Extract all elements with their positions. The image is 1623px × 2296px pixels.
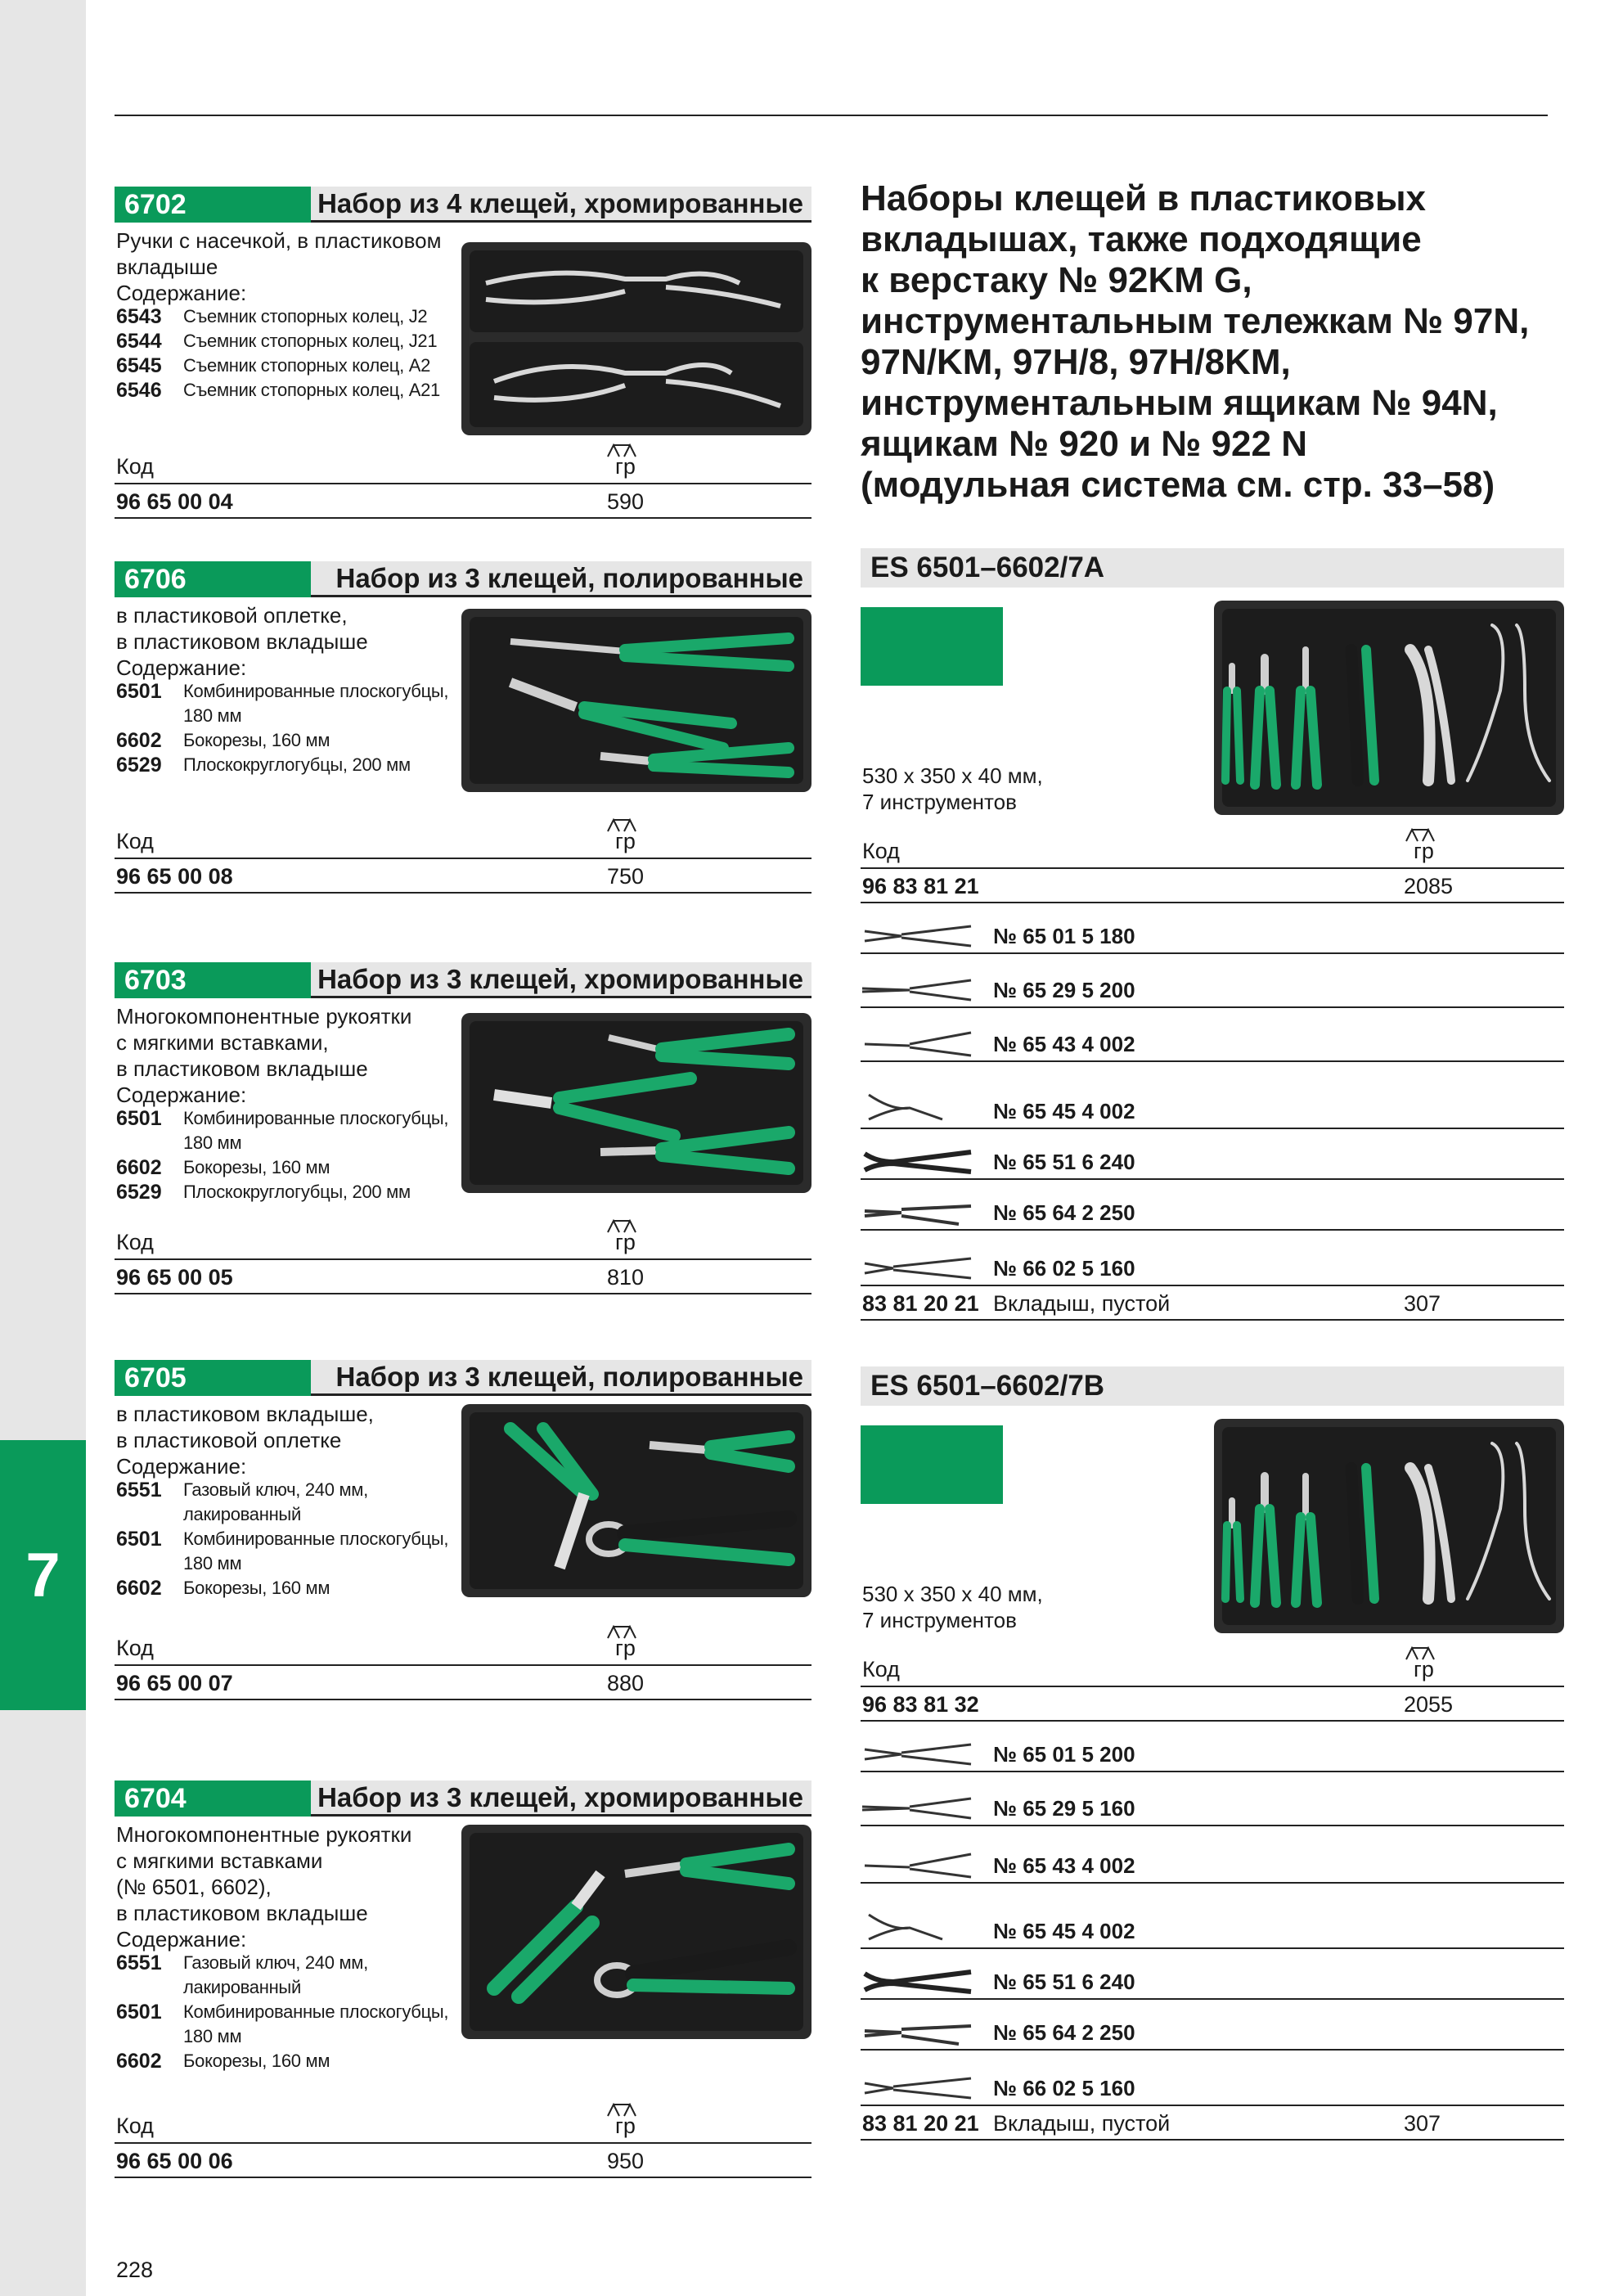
- tray-image: [1214, 1419, 1564, 1633]
- code-label: Код: [116, 1636, 154, 1660]
- weight-unit: гр: [1414, 1657, 1434, 1681]
- circlip-pliers-tray-icon: [461, 242, 812, 435]
- intro-line: ящикам № 920 и № 922 N: [861, 424, 1307, 464]
- tool-row: [861, 954, 1564, 1008]
- desc-line: в пластиковом вкладыше,: [116, 1402, 374, 1426]
- circlip-pliers-outer-icon: [861, 1087, 983, 1128]
- contents-list: [116, 1951, 476, 2073]
- desc-line: в пластиковом вкладыше: [116, 1056, 368, 1081]
- set-6703: [115, 962, 812, 1290]
- content-item: [116, 2000, 476, 2024]
- desc-line: в пластиковой оплетке: [116, 1428, 342, 1452]
- item-number: 6602: [116, 1577, 162, 1600]
- insert-row: [861, 2106, 1564, 2141]
- content-item: [116, 1527, 476, 1551]
- set-description: [116, 1003, 460, 1108]
- order-number: 96 65 00 05: [116, 1265, 233, 1290]
- order-meta: [861, 1641, 1564, 1722]
- contents-list: [116, 304, 476, 403]
- item-number: 6501: [116, 1107, 162, 1130]
- content-item-cont: [116, 2024, 476, 2049]
- tool-label: № 65 01 5 200: [993, 1742, 1135, 1767]
- tool-label: № 65 43 4 002: [993, 1032, 1135, 1056]
- content-item: [116, 728, 476, 753]
- set-code: 6705: [115, 1360, 311, 1396]
- round-nose-pliers-icon: [861, 974, 983, 1006]
- set-6704: [115, 1781, 812, 2173]
- item-number: 6545: [116, 354, 162, 377]
- tool-row: [861, 1231, 1564, 1286]
- weight-unit: гр: [615, 829, 636, 853]
- set-header: [115, 962, 812, 998]
- item-number: 6529: [116, 1181, 162, 1204]
- left-margin-bar: [0, 0, 86, 2296]
- order-number: 96 83 81 32: [862, 1692, 979, 1717]
- insert-weight: 307: [1404, 1291, 1441, 1316]
- weight-value: 810: [607, 1265, 645, 1290]
- order-meta: [115, 1219, 812, 1294]
- item-name: Комбинированные плоскогубцы,: [183, 1528, 449, 1549]
- desc-line: Многокомпонентные рукоятки: [116, 1822, 412, 1847]
- meta-labels: [115, 1219, 812, 1260]
- intro-line: инструментальным тележкам № 97N,: [861, 301, 1530, 341]
- color-swatch: [861, 1425, 1003, 1504]
- set-6705: [115, 1360, 812, 1695]
- set-title: Набор из 3 клещей, полированные: [311, 561, 812, 597]
- tool-label: № 65 64 2 250: [993, 1200, 1135, 1225]
- page-number: 228: [116, 2258, 154, 2282]
- order-number: 96 65 00 04: [116, 489, 233, 514]
- code-label: Код: [862, 839, 900, 863]
- pliers-tray-icon: [461, 1825, 812, 2039]
- circlip-pliers-outer-icon: [861, 1907, 983, 1947]
- desc-line: Содержание:: [116, 1083, 247, 1107]
- pliers-tray-7-icon: [1214, 1419, 1564, 1633]
- es-set-7a: [861, 548, 1564, 1316]
- set-code: 6706: [115, 561, 311, 597]
- meta-values: [115, 1260, 812, 1294]
- tool-row: [861, 1949, 1564, 2000]
- set-description: [116, 227, 460, 306]
- set-body: [115, 597, 812, 851]
- content-item-cont: [116, 704, 476, 728]
- es-title: ES 6501–6602/7A: [861, 548, 1564, 588]
- item-name: Комбинированные плоскогубцы,: [183, 681, 449, 701]
- code-label: Код: [116, 2114, 154, 2138]
- desc-line: (№ 6501, 6602),: [116, 1875, 272, 1899]
- set-header: [115, 1781, 812, 1817]
- meta-values: [115, 1666, 812, 1700]
- content-item: [116, 1478, 476, 1502]
- item-name-cont: 180 мм: [183, 2026, 242, 2046]
- meta-labels: [115, 1625, 812, 1666]
- item-name: Съемник стопорных колец, A21: [183, 380, 440, 400]
- item-name: Плоскокруглогубцы, 200 мм: [183, 1182, 411, 1202]
- weight-value: 2055: [1404, 1692, 1454, 1717]
- pliers-tray-7-icon: [1214, 601, 1564, 815]
- side-cutter-icon: [861, 1252, 983, 1285]
- order-number: 96 65 00 08: [116, 864, 233, 889]
- circlip-pliers-icon: [861, 1028, 983, 1060]
- weight-unit: гр: [615, 454, 636, 479]
- desc-line: Содержание:: [116, 281, 247, 305]
- contents-list: [116, 679, 476, 777]
- weight-value: 880: [607, 1671, 645, 1695]
- item-name-cont: 180 мм: [183, 705, 242, 726]
- meta-values: [861, 869, 1564, 903]
- intro-line: Наборы клещей в пластиковых: [861, 178, 1427, 218]
- set-code: 6702: [115, 187, 311, 223]
- tool-row: [861, 2051, 1564, 2106]
- meta-labels: [115, 443, 812, 484]
- set-code: 6703: [115, 962, 311, 998]
- dims-line: 7 инструментов: [862, 790, 1017, 814]
- set-body: [115, 998, 812, 1252]
- tool-label: № 65 29 5 200: [993, 978, 1135, 1002]
- item-number: 6501: [116, 680, 162, 703]
- item-number: 6501: [116, 1528, 162, 1551]
- tool-label: № 65 45 4 002: [993, 1919, 1135, 1943]
- set-header: [115, 561, 812, 597]
- tray-image: [461, 609, 812, 792]
- item-number: 6551: [116, 1479, 162, 1501]
- desc-line: с мягкими вставками: [116, 1848, 323, 1873]
- content-item: [116, 329, 476, 353]
- item-name: Плоскокруглогубцы, 200 мм: [183, 754, 411, 775]
- intro-line: к верстаку № 92KM G,: [861, 260, 1252, 300]
- set-body: [115, 1817, 812, 2127]
- content-item: [116, 1106, 476, 1131]
- item-name: Съемник стопорных колец, A2: [183, 355, 431, 376]
- meta-values: [861, 1687, 1564, 1722]
- dims-line: 530 x 350 x 40 мм,: [862, 763, 1043, 788]
- tool-list: [861, 1718, 1564, 2141]
- tool-label: № 65 51 6 240: [993, 1150, 1135, 1174]
- item-number: 6602: [116, 1156, 162, 1179]
- insert-code: 83 81 20 21: [862, 1291, 979, 1316]
- top-rule: [115, 115, 1548, 116]
- insert-name: Вкладыш, пустой: [993, 2111, 1171, 2136]
- tool-row: [861, 1008, 1564, 1062]
- chapter-tab: [0, 1440, 86, 1710]
- item-name: Съемник стопорных колец, J21: [183, 331, 438, 351]
- item-name: Съемник стопорных колец, J2: [183, 306, 428, 326]
- code-label: Код: [116, 829, 154, 853]
- set-body: [115, 223, 812, 476]
- tool-row: [861, 1062, 1564, 1129]
- weight-unit: гр: [615, 1636, 636, 1660]
- es-title: ES 6501–6602/7B: [861, 1366, 1564, 1406]
- tray-image: [1214, 601, 1564, 815]
- code-label: Код: [862, 1657, 900, 1681]
- chapter-number: 7: [25, 1540, 61, 1610]
- tray-image: [461, 242, 812, 435]
- circlip-pliers-icon: [861, 1849, 983, 1882]
- set-description: [116, 1821, 460, 1952]
- tray-image: [461, 1404, 812, 1597]
- content-item-cont: [116, 1551, 476, 1576]
- dims-line: 530 x 350 x 40 мм,: [862, 1582, 1043, 1606]
- es-set-7b: [861, 1366, 1564, 2136]
- item-name: Бокорезы, 160 мм: [183, 1578, 330, 1598]
- tray-image: [461, 1013, 812, 1193]
- locking-pliers-icon: [861, 1196, 983, 1229]
- intro-line: вкладышах, также подходящие: [861, 219, 1422, 259]
- set-title: Набор из 3 клещей, хромированные: [311, 1781, 812, 1817]
- locking-pliers-icon: [861, 2016, 983, 2049]
- item-name: Бокорезы, 160 мм: [183, 730, 330, 750]
- content-item-cont: [116, 1975, 476, 2000]
- set-code: 6704: [115, 1781, 311, 1817]
- content-item: [116, 2049, 476, 2073]
- content-item: [116, 378, 476, 403]
- tool-row: [861, 1772, 1564, 1826]
- item-name: Комбинированные плоскогубцы,: [183, 1108, 449, 1128]
- tray-image: [461, 1825, 812, 2039]
- tool-row: [861, 900, 1564, 954]
- content-item: [116, 679, 476, 704]
- item-name-cont: лакированный: [183, 1504, 301, 1524]
- weight-unit: гр: [1414, 839, 1434, 863]
- intro-line: 97N/KM, 97H/8, 97H/8KM,: [861, 342, 1291, 382]
- code-label: Код: [116, 454, 154, 479]
- tool-list: [861, 900, 1564, 1321]
- meta-labels: [115, 2103, 812, 2144]
- tool-row: [861, 1718, 1564, 1772]
- weight-value: 2085: [1404, 874, 1454, 898]
- item-name-cont: 180 мм: [183, 1132, 242, 1153]
- tool-row: [861, 1129, 1564, 1180]
- item-number: 6602: [116, 729, 162, 752]
- desc-line: Содержание:: [116, 1454, 247, 1479]
- content-item: [116, 1155, 476, 1180]
- tool-label: № 65 64 2 250: [993, 2020, 1135, 2045]
- meta-labels: [115, 818, 812, 859]
- content-item: [116, 1576, 476, 1600]
- set-body: [115, 1396, 812, 1650]
- desc-line: в пластиковой оплетке,: [116, 603, 348, 628]
- item-name: Газовый ключ, 240 мм,: [183, 1479, 368, 1500]
- meta-values: [115, 859, 812, 894]
- order-meta: [115, 443, 812, 519]
- order-meta: [115, 1625, 812, 1700]
- order-meta: [115, 818, 812, 894]
- item-name: Газовый ключ, 240 мм,: [183, 1952, 368, 1973]
- item-number: 6551: [116, 1952, 162, 1974]
- set-6706: [115, 561, 812, 889]
- item-name: Бокорезы, 160 мм: [183, 1157, 330, 1177]
- tool-row: [861, 1180, 1564, 1231]
- content-item: [116, 1951, 476, 1975]
- order-number: 96 65 00 06: [116, 2149, 233, 2173]
- water-pump-pliers-icon: [861, 1965, 983, 1998]
- content-item-cont: [116, 1131, 476, 1155]
- desc-line: Ручки с насечкой, в пластиковом: [116, 228, 442, 253]
- desc-line: в пластиковом вкладыше: [116, 629, 368, 654]
- dimensions: [862, 763, 1043, 815]
- round-nose-pliers-icon: [861, 1792, 983, 1825]
- set-description: [116, 602, 460, 681]
- order-meta: [861, 823, 1564, 903]
- order-number: 96 65 00 07: [116, 1671, 233, 1695]
- insert-weight: 307: [1404, 2111, 1441, 2136]
- intro-heading: [861, 178, 1580, 506]
- contents-list: [116, 1106, 476, 1204]
- desc-line: в пластиковом вкладыше: [116, 1901, 368, 1925]
- set-description: [116, 1401, 460, 1479]
- content-item: [116, 353, 476, 378]
- contents-list: [116, 1478, 476, 1600]
- insert-row: [861, 1286, 1564, 1321]
- tool-label: № 66 02 5 160: [993, 1256, 1135, 1281]
- tool-label: № 66 02 5 160: [993, 2076, 1135, 2100]
- weight-unit: гр: [615, 1230, 636, 1254]
- item-number: 6501: [116, 2001, 162, 2024]
- order-number: 96 83 81 21: [862, 874, 979, 898]
- tool-label: № 65 51 6 240: [993, 1970, 1135, 1994]
- pliers-tray-icon: [461, 1404, 812, 1597]
- set-title: Набор из 3 клещей, полированные: [311, 1360, 812, 1396]
- content-item-cont: [116, 1502, 476, 1527]
- desc-line: вкладыше: [116, 254, 218, 279]
- set-6702: [115, 187, 812, 514]
- item-number: 6544: [116, 330, 162, 353]
- combination-pliers-icon: [861, 920, 983, 952]
- insert-name: Вкладыш, пустой: [993, 1291, 1171, 1316]
- water-pump-pliers-icon: [861, 1146, 983, 1178]
- insert-code: 83 81 20 21: [862, 2111, 979, 2136]
- item-name: Бокорезы, 160 мм: [183, 2051, 330, 2071]
- intro-line: инструментальным ящикам № 94N,: [861, 383, 1498, 423]
- dims-line: 7 инструментов: [862, 1608, 1017, 1632]
- color-swatch: [861, 607, 1003, 686]
- dimensions: [862, 1581, 1043, 1633]
- tool-row: [861, 1826, 1564, 1884]
- tool-label: № 65 43 4 002: [993, 1853, 1135, 1878]
- intro-line: (модульная система см. стр. 33–58): [861, 465, 1495, 505]
- combination-pliers-icon: [861, 1738, 983, 1771]
- tool-label: № 65 01 5 180: [993, 924, 1135, 948]
- content-item: [116, 304, 476, 329]
- weight-unit: гр: [615, 2114, 636, 2138]
- side-cutter-icon: [861, 2072, 983, 2105]
- meta-labels: [861, 1641, 1564, 1687]
- content-item: [116, 753, 476, 777]
- tool-label: № 65 45 4 002: [993, 1099, 1135, 1123]
- pliers-tray-icon: [461, 1013, 812, 1193]
- tool-row: [861, 2000, 1564, 2051]
- set-header: [115, 187, 812, 223]
- tool-row: [861, 1884, 1564, 1949]
- set-title: Набор из 4 клещей, хромированные: [311, 187, 812, 223]
- order-meta: [115, 2103, 812, 2178]
- weight-value: 950: [607, 2149, 645, 2173]
- code-label: Код: [116, 1230, 154, 1254]
- item-name-cont: лакированный: [183, 1977, 301, 1997]
- item-number: 6543: [116, 305, 162, 328]
- tool-label: № 65 29 5 160: [993, 1796, 1135, 1821]
- weight-value: 590: [607, 489, 645, 514]
- item-number: 6529: [116, 754, 162, 777]
- content-item: [116, 1180, 476, 1204]
- desc-line: с мягкими вставками,: [116, 1030, 329, 1055]
- item-name-cont: 180 мм: [183, 1553, 242, 1573]
- desc-line: Содержание:: [116, 655, 247, 680]
- item-number: 6602: [116, 2050, 162, 2073]
- set-title: Набор из 3 клещей, хромированные: [311, 962, 812, 998]
- desc-line: Содержание:: [116, 1927, 247, 1952]
- meta-labels: [861, 823, 1564, 869]
- set-header: [115, 1360, 812, 1396]
- item-number: 6546: [116, 379, 162, 402]
- item-name: Комбинированные плоскогубцы,: [183, 2001, 449, 2022]
- meta-values: [115, 2144, 812, 2178]
- weight-value: 750: [607, 864, 645, 889]
- pliers-tray-icon: [461, 609, 812, 792]
- meta-values: [115, 484, 812, 519]
- desc-line: Многокомпонентные рукоятки: [116, 1004, 412, 1029]
